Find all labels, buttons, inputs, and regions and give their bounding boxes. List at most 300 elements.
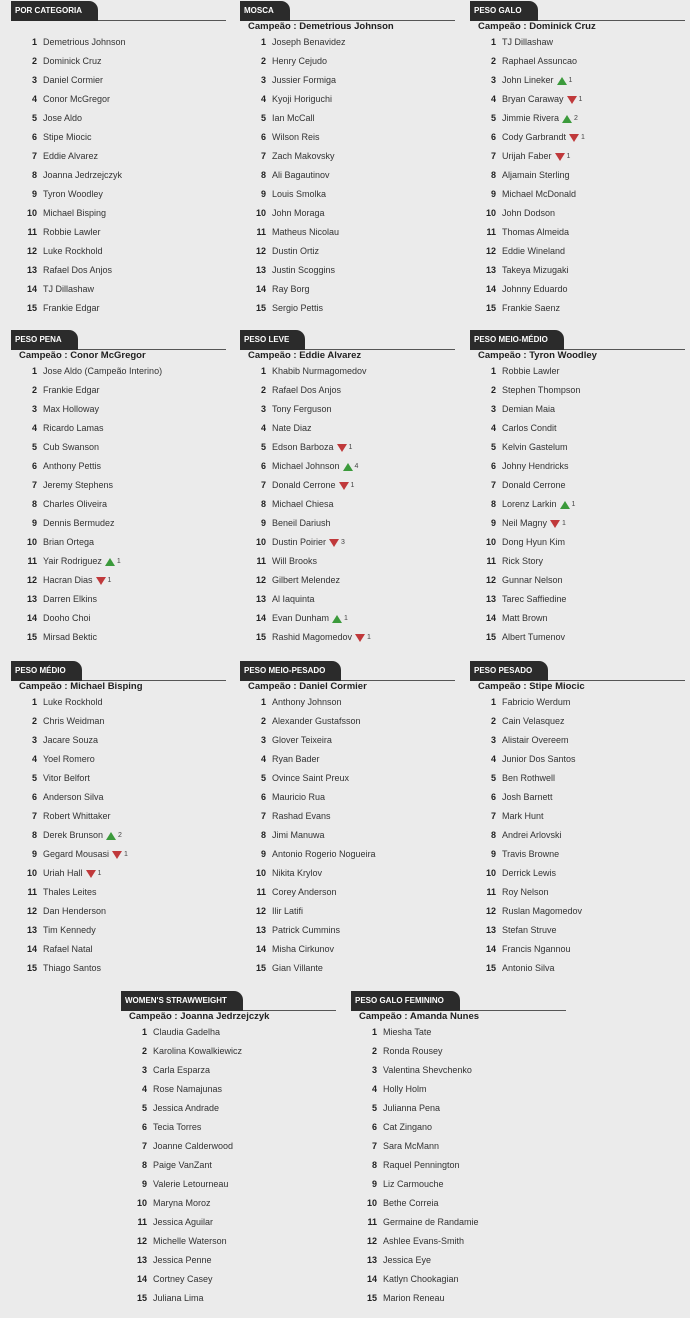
division-tab: PESO MÉDIO bbox=[11, 661, 82, 681]
list-item bbox=[11, 902, 226, 921]
fighter-name[interactable]: Kelvin Gastelum bbox=[502, 442, 568, 452]
ranking-list bbox=[240, 362, 455, 647]
rank-number: 8 bbox=[260, 499, 266, 509]
fighter-name[interactable]: Luke Rockhold bbox=[43, 246, 103, 256]
rank-change-value: 1 bbox=[124, 851, 128, 858]
fighter-name[interactable]: Max Holloway bbox=[43, 404, 100, 414]
fighter-name[interactable]: Wilson Reis bbox=[272, 132, 320, 142]
fighter-name[interactable]: Valerie Letourneau bbox=[153, 1179, 229, 1189]
fighter-name[interactable]: Carlos Condit bbox=[502, 423, 557, 433]
fighter-name[interactable]: Maryna Moroz bbox=[153, 1198, 211, 1208]
list-item bbox=[121, 1118, 336, 1137]
fighter-name[interactable]: Misha Cirkunov bbox=[272, 944, 335, 954]
ranking-panel bbox=[470, 660, 685, 978]
fighter-name[interactable]: Lorenz Larkin bbox=[502, 499, 557, 509]
fighter-name[interactable]: Francis Ngannou bbox=[502, 944, 571, 954]
rank-number: 9 bbox=[31, 518, 37, 528]
fighter-name[interactable]: Al Iaquinta bbox=[272, 594, 315, 604]
list-item bbox=[240, 826, 455, 845]
fighter-name[interactable]: Miesha Tate bbox=[383, 1027, 432, 1037]
fighter-name[interactable]: Yair Rodriguez bbox=[43, 556, 102, 566]
list-item bbox=[240, 166, 455, 185]
list-item bbox=[11, 280, 226, 299]
ranking-panel bbox=[11, 329, 226, 647]
list-item bbox=[240, 693, 455, 712]
list-item bbox=[240, 90, 455, 109]
fighter-name[interactable]: Jose Aldo bbox=[43, 113, 83, 123]
fighter-name[interactable]: Aljamain Sterling bbox=[502, 170, 570, 180]
fighter-name[interactable]: Bethe Correia bbox=[383, 1198, 439, 1208]
fighter-name[interactable]: Jose Aldo (Campeão Interino) bbox=[43, 366, 163, 376]
fighter-name[interactable]: John Moraga bbox=[272, 208, 325, 218]
ranking-panel bbox=[470, 0, 685, 318]
fighter-name[interactable]: TJ Dillashaw bbox=[502, 37, 554, 47]
fighter-name[interactable]: Vitor Belfort bbox=[43, 773, 90, 783]
rank-number: 9 bbox=[141, 1179, 147, 1189]
fighter-name[interactable]: Stephen Thompson bbox=[502, 385, 581, 395]
fighter-name[interactable]: Sergio Pettis bbox=[272, 303, 324, 313]
list-item bbox=[470, 128, 685, 147]
rank-change-value: 1 bbox=[107, 577, 112, 584]
fighter-name[interactable]: Stipe Miocic bbox=[43, 132, 92, 142]
fighter-name[interactable]: Bryan Caraway bbox=[502, 94, 564, 104]
fighter-name[interactable]: Matheus Nicolau bbox=[272, 227, 340, 237]
list-item bbox=[470, 438, 685, 457]
rank-number: 1 bbox=[490, 697, 496, 707]
list-item bbox=[11, 959, 226, 978]
rank-number: 1 bbox=[260, 697, 266, 707]
list-item bbox=[240, 261, 455, 280]
fighter-name[interactable]: Karolina Kowalkiewicz bbox=[153, 1046, 243, 1056]
fighter-name[interactable]: Michael McDonald bbox=[502, 189, 577, 199]
list-item bbox=[351, 1137, 566, 1156]
fighter-name[interactable]: Derrick Lewis bbox=[502, 868, 557, 878]
list-item bbox=[470, 495, 685, 514]
fighter-name[interactable]: Henry Cejudo bbox=[272, 56, 328, 66]
rank-change-value: 4 bbox=[354, 463, 359, 470]
rank-change-value: 1 bbox=[350, 482, 355, 489]
fighter-name[interactable]: Nate Diaz bbox=[272, 423, 312, 433]
fighter-name[interactable]: Ilir Latifi bbox=[272, 906, 304, 916]
fighter-name[interactable]: Takeya Mizugaki bbox=[502, 265, 569, 275]
list-item bbox=[240, 495, 455, 514]
list-item bbox=[240, 731, 455, 750]
rank-number: 3 bbox=[141, 1065, 147, 1075]
rank-number: 12 bbox=[255, 246, 266, 256]
rank-number: 12 bbox=[255, 906, 266, 916]
arrow-up-icon bbox=[562, 115, 572, 123]
champion-label: Campeão : Dominick Cruz bbox=[478, 21, 596, 32]
rank-number: 13 bbox=[26, 594, 37, 604]
fighter-name[interactable]: Demian Maia bbox=[502, 404, 556, 414]
rank-number: 14 bbox=[255, 613, 266, 623]
fighter-name[interactable]: Cain Velasquez bbox=[502, 716, 565, 726]
fighter-name[interactable]: Daniel Cormier bbox=[43, 75, 104, 85]
fighter-name[interactable]: Jessica Andrade bbox=[153, 1103, 220, 1113]
rank-change bbox=[106, 826, 122, 845]
fighter-name[interactable]: Jimmie Rivera bbox=[502, 113, 560, 123]
list-item bbox=[11, 166, 226, 185]
rank-number: 4 bbox=[490, 423, 496, 433]
fighter-name[interactable]: Corey Anderson bbox=[272, 887, 337, 897]
list-item bbox=[11, 495, 226, 514]
rank-change bbox=[557, 71, 573, 90]
rank-number: 15 bbox=[485, 963, 496, 973]
fighter-name[interactable]: Dustin Ortiz bbox=[272, 246, 320, 256]
champion-label: Campeão : Daniel Cormier bbox=[248, 681, 367, 692]
fighter-name[interactable]: Rick Story bbox=[502, 556, 544, 566]
fighter-name[interactable]: Andrei Arlovski bbox=[502, 830, 562, 840]
fighter-name[interactable]: Fabricio Werdum bbox=[502, 697, 571, 707]
list-item bbox=[470, 693, 685, 712]
fighter-name[interactable]: Robbie Lawler bbox=[502, 366, 560, 376]
list-item bbox=[470, 921, 685, 940]
rank-number: 15 bbox=[255, 303, 266, 313]
rank-number: 15 bbox=[26, 963, 37, 973]
fighter-name[interactable]: Rafael Dos Anjos bbox=[43, 265, 113, 275]
fighter-name[interactable]: Frankie Edgar bbox=[43, 385, 100, 395]
rank-change-value: 1 bbox=[568, 77, 573, 84]
list-item bbox=[121, 1175, 336, 1194]
fighter-name[interactable]: Jessica Aguilar bbox=[153, 1217, 214, 1227]
fighter-name[interactable]: Yoel Romero bbox=[43, 754, 95, 764]
fighter-name[interactable]: Jessica Penne bbox=[153, 1255, 212, 1265]
rank-number: 4 bbox=[490, 754, 496, 764]
rank-number: 10 bbox=[136, 1198, 147, 1208]
fighter-name[interactable]: Junior Dos Santos bbox=[502, 754, 576, 764]
list-item bbox=[240, 845, 455, 864]
fighter-name[interactable]: Kyoji Horiguchi bbox=[272, 94, 333, 104]
fighter-name[interactable]: Joanne Calderwood bbox=[153, 1141, 234, 1151]
fighter-name[interactable]: Antonio Rogerio Nogueira bbox=[272, 849, 376, 859]
ranking-list bbox=[240, 33, 455, 318]
rank-number: 7 bbox=[260, 480, 266, 490]
rank-number: 7 bbox=[31, 480, 37, 490]
fighter-name[interactable]: Evan Dunham bbox=[272, 613, 330, 623]
fighter-name[interactable]: Cat Zingano bbox=[383, 1122, 433, 1132]
fighter-name[interactable]: Michael Chiesa bbox=[272, 499, 334, 509]
fighter-name[interactable]: Gian Villante bbox=[272, 963, 323, 973]
fighter-name[interactable]: Jussier Formiga bbox=[272, 75, 337, 85]
fighter-name[interactable]: Darren Elkins bbox=[43, 594, 98, 604]
fighter-name[interactable]: Stefan Struve bbox=[502, 925, 557, 935]
list-item bbox=[470, 940, 685, 959]
list-item bbox=[11, 457, 226, 476]
fighter-name[interactable]: Jimi Manuwa bbox=[272, 830, 325, 840]
fighter-name[interactable]: Holly Holm bbox=[383, 1084, 427, 1094]
rank-number: 5 bbox=[260, 442, 266, 452]
fighter-name[interactable]: Alistair Overeem bbox=[502, 735, 569, 745]
list-item bbox=[11, 731, 226, 750]
fighter-name[interactable]: Glover Teixeira bbox=[272, 735, 332, 745]
fighter-name[interactable]: Robbie Lawler bbox=[43, 227, 101, 237]
fighter-name[interactable]: Mauricio Rua bbox=[272, 792, 326, 802]
list-item bbox=[470, 826, 685, 845]
fighter-name[interactable]: Joanna Jedrzejczyk bbox=[43, 170, 123, 180]
fighter-name[interactable]: Urijah Faber bbox=[502, 151, 552, 161]
fighter-name[interactable]: Johnny Eduardo bbox=[502, 284, 568, 294]
fighter-name[interactable]: Matt Brown bbox=[502, 613, 548, 623]
fighter-name[interactable]: Albert Tumenov bbox=[502, 632, 566, 642]
fighter-name[interactable]: Ryan Bader bbox=[272, 754, 320, 764]
list-item bbox=[470, 109, 685, 128]
fighter-name[interactable]: Cub Swanson bbox=[43, 442, 100, 452]
division-tab: PESO MEIO-MÉDIO bbox=[470, 330, 564, 350]
fighter-name[interactable]: Tarec Saffiedine bbox=[502, 594, 567, 604]
list-item bbox=[470, 419, 685, 438]
fighter-name[interactable]: Dan Henderson bbox=[43, 906, 107, 916]
list-item bbox=[11, 242, 226, 261]
fighter-name[interactable]: Beneil Dariush bbox=[272, 518, 331, 528]
fighter-name[interactable]: Jacare Souza bbox=[43, 735, 99, 745]
fighter-name[interactable]: Claudia Gadelha bbox=[153, 1027, 221, 1037]
rank-change bbox=[105, 552, 121, 571]
rank-number: 8 bbox=[260, 830, 266, 840]
fighter-name[interactable]: Ruslan Magomedov bbox=[502, 906, 583, 916]
list-item bbox=[240, 438, 455, 457]
fighter-name[interactable]: Juliana Lima bbox=[153, 1293, 204, 1303]
rank-number: 2 bbox=[371, 1046, 377, 1056]
list-item bbox=[11, 712, 226, 731]
list-item bbox=[11, 147, 226, 166]
rank-number: 1 bbox=[490, 366, 496, 376]
rank-number: 4 bbox=[490, 94, 496, 104]
list-item bbox=[470, 166, 685, 185]
list-item bbox=[11, 400, 226, 419]
fighter-name[interactable]: Eddie Wineland bbox=[502, 246, 566, 256]
fighter-name[interactable]: Tyron Woodley bbox=[43, 189, 103, 199]
fighter-name[interactable]: Eddie Alvarez bbox=[43, 151, 99, 161]
fighter-name[interactable]: Ashlee Evans-Smith bbox=[383, 1236, 465, 1246]
list-item bbox=[351, 1251, 566, 1270]
fighter-name[interactable]: Mirsad Bektic bbox=[43, 632, 98, 642]
list-item bbox=[240, 883, 455, 902]
fighter-name[interactable]: Thomas Almeida bbox=[502, 227, 570, 237]
list-item bbox=[240, 571, 455, 590]
fighter-name[interactable]: Dooho Choi bbox=[43, 613, 91, 623]
list-item bbox=[240, 552, 455, 571]
rank-number: 12 bbox=[136, 1236, 147, 1246]
list-item bbox=[470, 147, 685, 166]
fighter-name[interactable]: Marion Reneau bbox=[383, 1293, 445, 1303]
rank-number: 14 bbox=[485, 284, 496, 294]
fighter-name[interactable]: Dong Hyun Kim bbox=[502, 537, 566, 547]
fighter-name[interactable]: Johny Hendricks bbox=[502, 461, 569, 471]
arrow-down-icon bbox=[112, 851, 122, 859]
fighter-name[interactable]: TJ Dillashaw bbox=[43, 284, 95, 294]
fighter-name[interactable]: Carla Esparza bbox=[153, 1065, 211, 1075]
fighter-name[interactable]: Charles Oliveira bbox=[43, 499, 108, 509]
rank-number: 10 bbox=[255, 868, 266, 878]
ranking-list bbox=[11, 362, 226, 647]
rank-number: 6 bbox=[490, 461, 496, 471]
list-item bbox=[11, 381, 226, 400]
fighter-name[interactable]: Frankie Saenz bbox=[502, 303, 561, 313]
ranking-list bbox=[11, 693, 226, 978]
fighter-name[interactable]: Travis Browne bbox=[502, 849, 560, 859]
fighter-name[interactable]: Tim Kennedy bbox=[43, 925, 96, 935]
fighter-name[interactable]: Anthony Johnson bbox=[272, 697, 342, 707]
list-item bbox=[351, 1175, 566, 1194]
rank-change-value: 1 bbox=[581, 134, 585, 141]
fighter-name[interactable]: Roy Nelson bbox=[502, 887, 549, 897]
list-item bbox=[470, 362, 685, 381]
ranking-panel bbox=[121, 990, 336, 1308]
rank-number: 9 bbox=[260, 518, 266, 528]
fighter-name[interactable]: Rose Namajunas bbox=[153, 1084, 223, 1094]
fighter-name[interactable]: Ricardo Lamas bbox=[43, 423, 104, 433]
fighter-name[interactable]: Brian Ortega bbox=[43, 537, 95, 547]
list-item bbox=[11, 590, 226, 609]
fighter-name[interactable]: Ronda Rousey bbox=[383, 1046, 443, 1056]
fighter-name[interactable]: Katlyn Chookagian bbox=[383, 1274, 459, 1284]
fighter-name[interactable]: Dustin Poirier bbox=[272, 537, 327, 547]
fighter-name[interactable]: Chris Weidman bbox=[43, 716, 105, 726]
fighter-name[interactable]: Jessica Eye bbox=[383, 1255, 432, 1265]
fighter-name[interactable]: Julianna Pena bbox=[383, 1103, 441, 1113]
fighter-name[interactable]: Dominick Cruz bbox=[43, 56, 102, 66]
rank-number: 13 bbox=[26, 265, 37, 275]
fighter-name[interactable]: Rashad Evans bbox=[272, 811, 331, 821]
list-item bbox=[470, 788, 685, 807]
rank-change bbox=[332, 609, 348, 628]
fighter-name[interactable]: Michael Johnson bbox=[272, 461, 340, 471]
rank-number: 12 bbox=[485, 246, 496, 256]
list-item bbox=[121, 1156, 336, 1175]
list-item bbox=[11, 438, 226, 457]
fighter-name[interactable]: Frankie Edgar bbox=[43, 303, 100, 313]
rank-number: 13 bbox=[26, 925, 37, 935]
fighter-name[interactable]: Rafael Natal bbox=[43, 944, 93, 954]
rank-number: 5 bbox=[260, 773, 266, 783]
fighter-name[interactable]: Cody Garbrandt bbox=[502, 132, 567, 142]
fighter-name[interactable]: Jeremy Stephens bbox=[43, 480, 114, 490]
fighter-name[interactable]: Luke Rockhold bbox=[43, 697, 103, 707]
list-item bbox=[240, 128, 455, 147]
fighter-name[interactable]: Michelle Waterson bbox=[153, 1236, 227, 1246]
list-item bbox=[351, 1270, 566, 1289]
fighter-name[interactable]: Donald Cerrone bbox=[502, 480, 566, 490]
fighter-name[interactable]: Antonio Silva bbox=[502, 963, 555, 973]
fighter-name[interactable]: Gunnar Nelson bbox=[502, 575, 563, 585]
fighter-name[interactable]: Edson Barboza bbox=[272, 442, 334, 452]
fighter-name[interactable]: Demetrious Johnson bbox=[43, 37, 126, 47]
list-item bbox=[470, 33, 685, 52]
fighter-name[interactable]: Valentina Shevchenko bbox=[383, 1065, 472, 1075]
fighter-name[interactable]: Rafael Dos Anjos bbox=[272, 385, 342, 395]
fighter-name[interactable]: Patrick Cummins bbox=[272, 925, 341, 935]
fighter-name[interactable]: Ray Borg bbox=[272, 284, 310, 294]
fighter-name[interactable]: Uriah Hall bbox=[43, 868, 83, 878]
list-item bbox=[11, 223, 226, 242]
list-item bbox=[11, 204, 226, 223]
fighter-name[interactable]: Ovince Saint Preux bbox=[272, 773, 350, 783]
fighter-name[interactable]: Mark Hunt bbox=[502, 811, 544, 821]
rank-number: 13 bbox=[136, 1255, 147, 1265]
fighter-name[interactable]: Cortney Casey bbox=[153, 1274, 213, 1284]
list-item bbox=[121, 1042, 336, 1061]
fighter-name[interactable]: Will Brooks bbox=[272, 556, 318, 566]
fighter-name[interactable]: Gilbert Melendez bbox=[272, 575, 341, 585]
fighter-name[interactable]: John Lineker bbox=[502, 75, 554, 85]
rank-change-value: 1 bbox=[571, 501, 576, 508]
fighter-name[interactable]: Josh Barnett bbox=[502, 792, 553, 802]
fighter-name[interactable]: Donald Cerrone bbox=[272, 480, 336, 490]
arrow-down-icon bbox=[567, 96, 577, 104]
list-item bbox=[240, 514, 455, 533]
ranking-panel bbox=[240, 329, 455, 647]
fighter-name[interactable]: Sara McMann bbox=[383, 1141, 440, 1151]
rank-number: 2 bbox=[490, 716, 496, 726]
arrow-down-icon bbox=[355, 634, 365, 642]
fighter-name[interactable]: Hacran Dias bbox=[43, 575, 93, 585]
list-item bbox=[351, 1061, 566, 1080]
fighter-name[interactable]: Ali Bagautinov bbox=[272, 170, 330, 180]
list-item bbox=[470, 883, 685, 902]
fighter-name[interactable]: Alexander Gustafsson bbox=[272, 716, 361, 726]
rank-change bbox=[343, 457, 359, 476]
list-item bbox=[11, 299, 226, 318]
fighter-name[interactable]: Zach Makovsky bbox=[272, 151, 335, 161]
list-item bbox=[240, 242, 455, 261]
rank-change bbox=[339, 476, 355, 495]
fighter-name[interactable]: Derek Brunson bbox=[43, 830, 104, 840]
fighter-name[interactable]: Tony Ferguson bbox=[272, 404, 332, 414]
list-item bbox=[240, 400, 455, 419]
list-item bbox=[240, 590, 455, 609]
arrow-down-icon bbox=[86, 870, 96, 878]
fighter-name[interactable]: Dennis Bermudez bbox=[43, 518, 115, 528]
fighter-name[interactable]: Anderson Silva bbox=[43, 792, 104, 802]
fighter-name[interactable]: Raphael Assuncao bbox=[502, 56, 578, 66]
fighter-name[interactable]: Justin Scoggins bbox=[272, 265, 336, 275]
fighter-name[interactable]: John Dodson bbox=[502, 208, 556, 218]
arrow-up-icon bbox=[105, 558, 115, 566]
fighter-name[interactable]: Germaine de Randamie bbox=[383, 1217, 479, 1227]
rank-number: 6 bbox=[490, 792, 496, 802]
list-item bbox=[351, 1194, 566, 1213]
fighter-name[interactable]: Joseph Benavidez bbox=[272, 37, 346, 47]
list-item bbox=[470, 457, 685, 476]
fighter-name[interactable]: Ian McCall bbox=[272, 113, 315, 123]
fighter-name[interactable]: Paige VanZant bbox=[153, 1160, 212, 1170]
fighter-name[interactable]: Neil Magny bbox=[502, 518, 548, 528]
fighter-name[interactable]: Rashid Magomedov bbox=[272, 632, 353, 642]
fighter-name[interactable]: Michael Bisping bbox=[43, 208, 107, 218]
fighter-name[interactable]: Louis Smolka bbox=[272, 189, 327, 199]
fighter-name[interactable]: Ben Rothwell bbox=[502, 773, 556, 783]
list-item bbox=[11, 185, 226, 204]
fighter-name[interactable]: Anthony Pettis bbox=[43, 461, 102, 471]
list-item bbox=[470, 223, 685, 242]
fighter-name[interactable]: Conor McGregor bbox=[43, 94, 111, 104]
rank-number: 15 bbox=[485, 632, 496, 642]
fighter-name[interactable]: Nikita Krylov bbox=[272, 868, 323, 878]
list-item bbox=[470, 71, 685, 90]
rank-number: 7 bbox=[490, 811, 496, 821]
fighter-name[interactable]: Thales Leites bbox=[43, 887, 97, 897]
fighter-name[interactable]: Raquel Pennington bbox=[383, 1160, 460, 1170]
fighter-name[interactable]: Thiago Santos bbox=[43, 963, 102, 973]
fighter-name[interactable]: Tecia Torres bbox=[153, 1122, 202, 1132]
fighter-name[interactable]: Gegard Mousasi bbox=[43, 849, 110, 859]
ranking-panel bbox=[470, 329, 685, 647]
rank-change-value: 3 bbox=[341, 539, 345, 546]
fighter-name[interactable]: Robert Whittaker bbox=[43, 811, 111, 821]
fighter-name[interactable]: Liz Carmouche bbox=[383, 1179, 444, 1189]
fighter-name[interactable]: Khabib Nurmagomedov bbox=[272, 366, 367, 376]
list-item bbox=[11, 128, 226, 147]
